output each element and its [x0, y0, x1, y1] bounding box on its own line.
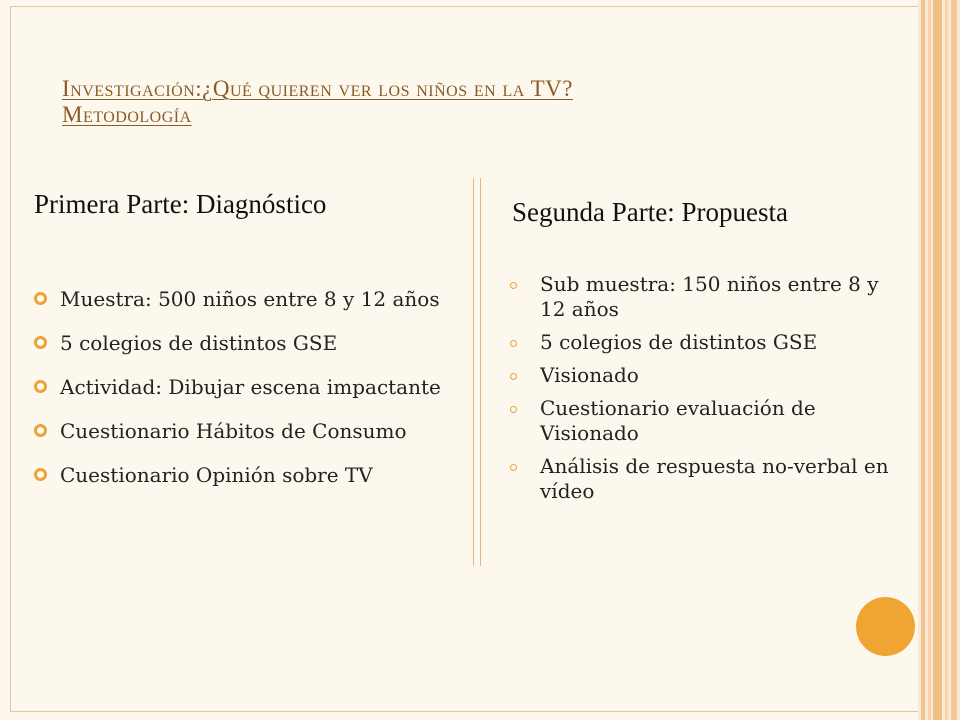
list-item-text: 5 colegios de distintos GSE — [540, 330, 818, 354]
title-line-1: Investigación:¿Qué quieren ver los niños en la TV? — [62, 76, 573, 101]
decorative-circle — [856, 597, 915, 656]
bullet-icon — [510, 282, 517, 289]
list-item-text: Muestra: 500 niños entre 8 y 12 años — [60, 287, 440, 311]
stripe — [933, 0, 942, 720]
bullet-icon — [510, 340, 517, 347]
list-item-text: Sub muestra: 150 niños entre 8 y 12 años — [540, 272, 879, 321]
right-column-heading: Segunda Parte: Propuesta — [512, 197, 788, 227]
right-bullet-list — [510, 272, 910, 512]
bullet-icon — [34, 292, 47, 305]
list-item-text: Cuestionario Opinión sobre TV — [60, 463, 373, 487]
list-item — [32, 326, 452, 360]
slide-title — [62, 76, 882, 128]
list-item — [32, 282, 452, 316]
list-item — [510, 454, 910, 504]
left-bullet-list — [32, 282, 452, 502]
stripe — [921, 0, 925, 720]
list-item — [510, 330, 910, 355]
list-item — [32, 414, 452, 448]
decorative-stripes — [918, 0, 960, 720]
bullet-icon — [510, 406, 517, 413]
list-item — [510, 396, 910, 446]
bullet-icon — [34, 468, 47, 481]
bullet-icon — [34, 336, 47, 349]
bullet-icon — [510, 373, 517, 380]
list-item-text: Cuestionario Hábitos de Consumo — [60, 419, 407, 443]
list-item — [32, 458, 452, 492]
list-item — [32, 370, 452, 404]
bullet-icon — [34, 424, 47, 437]
left-column-heading: Primera Parte: Diagnóstico — [34, 189, 327, 219]
list-item-text: Análisis de respuesta no-verbal en vídeo — [540, 454, 889, 503]
bullet-icon — [34, 380, 47, 393]
list-item-text: Actividad: Dibujar escena impactante — [60, 375, 441, 399]
list-item-text: 5 colegios de distintos GSE — [60, 331, 338, 355]
list-item — [510, 363, 910, 388]
stripe — [945, 0, 948, 720]
column-divider — [473, 178, 481, 566]
stripe — [951, 0, 957, 720]
bullet-icon — [510, 464, 517, 471]
title-line-2: Metodología — [62, 102, 192, 127]
list-item-text: Visionado — [540, 363, 639, 387]
list-item-text: Cuestionario evaluación de Visionado — [540, 396, 816, 445]
list-item — [510, 272, 910, 322]
stripe — [928, 0, 931, 720]
